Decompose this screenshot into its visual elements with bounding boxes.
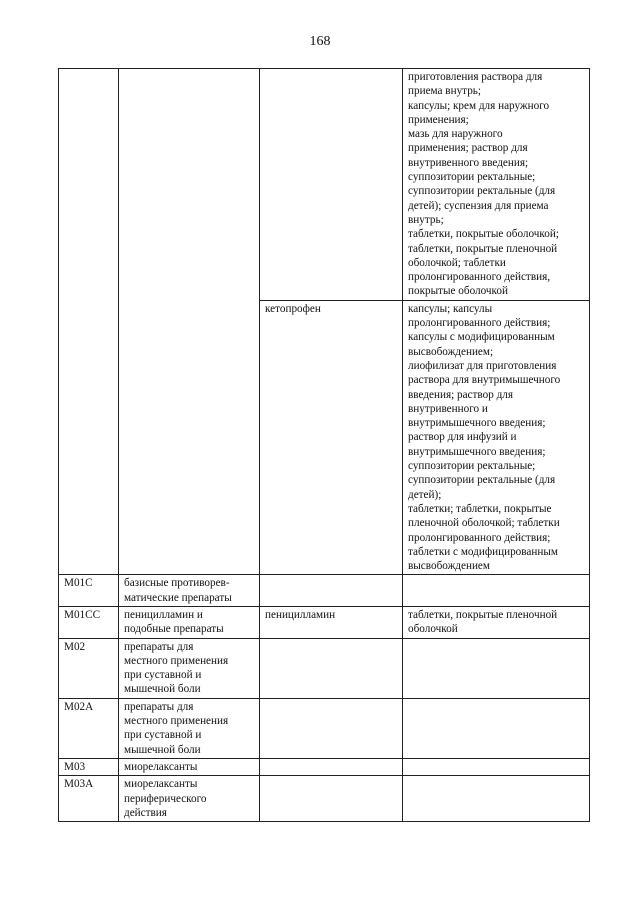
form-line: таблетки, покрытые пленочной <box>408 608 558 621</box>
group-line: при суставной и <box>124 669 202 682</box>
form-line: таблетки, покрытые пленочной <box>408 242 558 255</box>
table-row <box>59 638 590 698</box>
group-line: периферического <box>124 792 207 805</box>
form-line: капсулы; крем для наружного <box>408 99 550 112</box>
atc-code: M01CC <box>64 608 101 621</box>
form-line: применения; <box>408 113 469 126</box>
form-line: раствора для внутримышечного <box>408 374 561 387</box>
form-line: приготовления раствора для <box>408 71 543 83</box>
table-row <box>59 758 590 775</box>
group-line: действия <box>124 806 167 819</box>
form-line: внутривенного и <box>408 402 488 415</box>
table-row <box>59 69 590 301</box>
atc-code-cell <box>59 776 119 822</box>
form-line: внутримышечного введения; <box>408 417 546 430</box>
table-row <box>59 575 590 607</box>
atc-code: M02 <box>64 640 86 653</box>
group-line: матические препараты <box>124 591 232 604</box>
form-line: высвобождением; <box>408 345 494 358</box>
substance-cell <box>260 69 403 301</box>
group-line: пеницилламин и <box>124 608 203 621</box>
form-line: раствор для инфузий и <box>408 431 517 444</box>
substance-name: кетопрофен <box>265 302 321 315</box>
form-line: применения; раствор для <box>408 142 528 155</box>
substance-cell <box>260 300 403 575</box>
form-line: введения; раствор для <box>408 388 514 401</box>
atc-code-cell <box>59 698 119 758</box>
form-line: суппозитории ректальные (для <box>408 474 556 487</box>
group-cell <box>119 758 260 775</box>
dosage-forms-cell <box>403 69 590 301</box>
form-line: внутрь; <box>408 213 444 226</box>
form-line: суппозитории ректальные; <box>408 460 536 473</box>
form-line: лиофилизат для приготовления <box>408 359 557 372</box>
group-line: подобные препараты <box>124 623 224 636</box>
atc-code-cell <box>59 758 119 775</box>
group-line: препараты для <box>124 700 194 713</box>
dosage-forms-cell <box>403 698 590 758</box>
dosage-forms-cell <box>403 300 590 575</box>
dosage-forms-cell <box>403 638 590 698</box>
atc-code-cell <box>59 575 119 607</box>
atc-code: M03A <box>64 778 94 791</box>
form-line: покрытые оболочкой <box>408 285 508 298</box>
atc-code-cell <box>59 606 119 638</box>
atc-code: M01C <box>64 577 93 590</box>
group-line: местного применения <box>124 715 229 728</box>
group-line: мышечной боли <box>124 743 201 756</box>
table-row <box>59 776 590 822</box>
group-cell <box>119 698 260 758</box>
group-line: мышечной боли <box>124 683 201 696</box>
form-line: высвобождением <box>408 560 490 573</box>
drug-table <box>58 68 590 822</box>
table-row <box>59 606 590 638</box>
form-line: пролонгированного действия; <box>408 531 551 544</box>
group-line: миорелаксанты <box>124 760 198 773</box>
group-line: препараты для <box>124 640 194 653</box>
group-line: при суставной и <box>124 729 202 742</box>
substance-cell <box>260 758 403 775</box>
form-line: внутривенного введения; <box>408 156 529 169</box>
form-line: таблетки, покрытые оболочкой; <box>408 228 559 241</box>
form-line: внутримышечного введения; <box>408 445 546 458</box>
group-cell <box>119 606 260 638</box>
dosage-forms-cell <box>403 575 590 607</box>
form-line: таблетки с модифицированным <box>408 545 558 558</box>
group-line: миорелаксанты <box>124 778 198 791</box>
dosage-forms-cell <box>403 776 590 822</box>
atc-code-cell <box>59 69 119 575</box>
substance-cell <box>260 698 403 758</box>
atc-code: M02A <box>64 700 94 713</box>
group-cell <box>119 638 260 698</box>
form-line: детей); <box>408 488 442 501</box>
group-cell <box>119 575 260 607</box>
group-cell <box>119 69 260 575</box>
form-line: пленочной оболочкой; таблетки <box>408 517 560 530</box>
form-line: таблетки; таблетки, покрытые <box>408 502 552 515</box>
form-line: капсулы с модифицированным <box>408 331 555 344</box>
substance-cell <box>260 638 403 698</box>
substance-cell <box>260 575 403 607</box>
form-line: пролонгированного действия, <box>408 271 551 284</box>
dosage-forms-cell <box>403 606 590 638</box>
substance-name: пеницилламин <box>265 608 336 621</box>
atc-code: M03 <box>64 760 86 773</box>
atc-code-cell <box>59 638 119 698</box>
form-line: суппозитории ректальные (для <box>408 185 556 198</box>
dosage-forms-cell <box>403 758 590 775</box>
form-line: пролонгированного действия; <box>408 317 551 330</box>
form-line: суппозитории ректальные; <box>408 171 536 184</box>
group-cell <box>119 776 260 822</box>
form-line: оболочкой <box>408 623 458 636</box>
form-line: капсулы; капсулы <box>408 302 493 315</box>
table-row <box>59 698 590 758</box>
substance-cell <box>260 776 403 822</box>
group-line: местного применения <box>124 654 229 667</box>
form-line: мазь для наружного <box>408 128 503 141</box>
group-line: базисные противорев- <box>124 577 230 590</box>
form-line: приема внутрь; <box>408 85 481 98</box>
substance-cell <box>260 606 403 638</box>
page-number: 168 <box>309 34 331 49</box>
form-line: детей); суспензия для приема <box>408 199 549 212</box>
form-line: оболочкой; таблетки <box>408 256 506 269</box>
